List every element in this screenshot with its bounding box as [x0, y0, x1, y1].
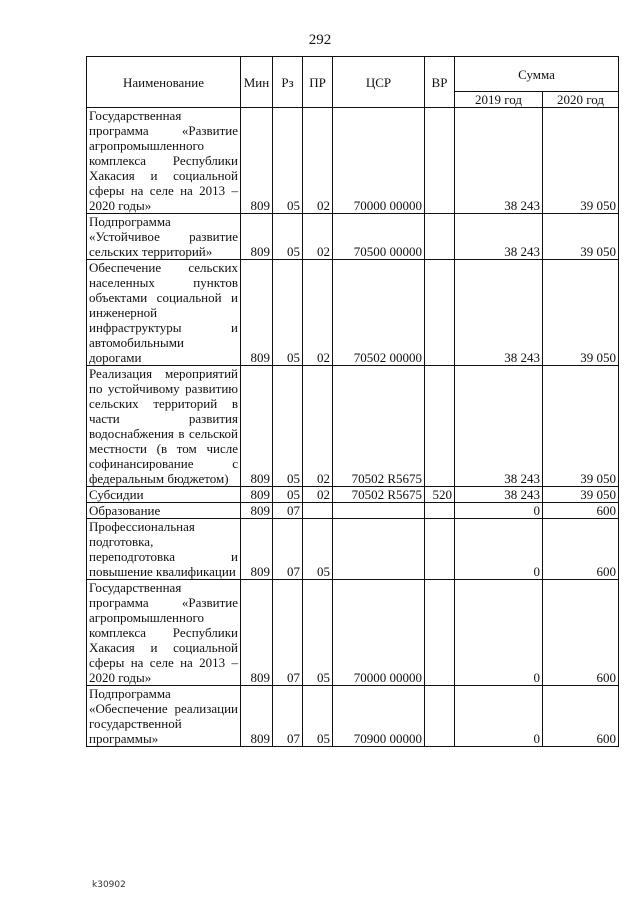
cell-min: 809 [241, 519, 273, 580]
cell-name: Государственная программа «Развитие агропромышленного комплекса Республики Хакасия и социальной сферы на селе на 2013 – 2020 годы» [87, 580, 241, 686]
cell-pr: 02 [303, 366, 333, 487]
cell-2020: 39 050 [543, 487, 619, 503]
table-row [87, 580, 619, 686]
cell-min: 809 [241, 366, 273, 487]
cell-2019: 0 [455, 519, 543, 580]
cell-vr [425, 503, 455, 519]
cell-rz: 07 [273, 580, 303, 686]
cell-vr: 520 [425, 487, 455, 503]
cell-rz: 05 [273, 487, 303, 503]
cell-vr [425, 366, 455, 487]
cell-vr [425, 108, 455, 214]
footer-code: k30902 [92, 880, 126, 890]
cell-rz: 05 [273, 214, 303, 260]
table-row [87, 487, 619, 503]
header-name: Наименование [87, 57, 241, 108]
table-row [87, 108, 619, 214]
table-row [87, 503, 619, 519]
table-row [87, 214, 619, 260]
table-row [87, 366, 619, 487]
cell-min: 809 [241, 214, 273, 260]
cell-csr: 70900 00000 [333, 686, 425, 747]
cell-pr: 05 [303, 519, 333, 580]
cell-min: 809 [241, 260, 273, 366]
header-year-2019: 2019 год [455, 92, 543, 108]
cell-2020: 600 [543, 503, 619, 519]
cell-pr [303, 503, 333, 519]
cell-2019: 0 [455, 686, 543, 747]
cell-pr: 02 [303, 214, 333, 260]
cell-min: 809 [241, 503, 273, 519]
header-rz: Рз [273, 57, 303, 108]
cell-csr [333, 503, 425, 519]
cell-2019: 38 243 [455, 214, 543, 260]
cell-pr: 02 [303, 487, 333, 503]
cell-2020: 600 [543, 519, 619, 580]
cell-csr: 70502 R5675 [333, 366, 425, 487]
cell-2020: 39 050 [543, 214, 619, 260]
cell-vr [425, 214, 455, 260]
cell-name: Субсидии [87, 487, 241, 503]
cell-name: Подпрограмма «Устойчивое развитие сельских территорий» [87, 214, 241, 260]
page-number: 292 [308, 32, 332, 48]
header-year-2020: 2020 год [543, 92, 619, 108]
cell-2019: 0 [455, 503, 543, 519]
cell-vr [425, 519, 455, 580]
cell-name: Образование [87, 503, 241, 519]
table-row [87, 686, 619, 747]
cell-rz: 05 [273, 108, 303, 214]
cell-vr [425, 580, 455, 686]
cell-name: Обеспечение сельских населенных пунктов объектами социальной и инженерной инфраструктуры и автомобильными дорогами [87, 260, 241, 366]
cell-name: Профессиональная подготовка, переподготовка и повышение квалификации [87, 519, 241, 580]
table-row [87, 519, 619, 580]
cell-2020: 39 050 [543, 260, 619, 366]
cell-2020: 39 050 [543, 366, 619, 487]
cell-rz: 05 [273, 260, 303, 366]
cell-csr: 70500 00000 [333, 214, 425, 260]
cell-min: 809 [241, 487, 273, 503]
cell-name: Подпрограмма «Обеспечение реализации государственной программы» [87, 686, 241, 747]
cell-pr: 05 [303, 580, 333, 686]
cell-csr: 70502 00000 [333, 260, 425, 366]
cell-rz: 07 [273, 519, 303, 580]
cell-vr [425, 686, 455, 747]
header-min: Мин [241, 57, 273, 108]
cell-min: 809 [241, 108, 273, 214]
cell-pr: 02 [303, 108, 333, 214]
cell-csr [333, 519, 425, 580]
cell-2020: 600 [543, 686, 619, 747]
cell-csr: 70000 00000 [333, 108, 425, 214]
cell-2019: 38 243 [455, 487, 543, 503]
cell-rz: 07 [273, 686, 303, 747]
cell-2019: 0 [455, 580, 543, 686]
cell-name: Реализация мероприятий по устойчивому развитию сельских территорий в части развития водоснабжения в сельской местности (в том числе софинансирование с федеральным бюджетом) [87, 366, 241, 487]
cell-vr [425, 260, 455, 366]
budget-table [86, 56, 619, 747]
cell-rz: 07 [273, 503, 303, 519]
table-row [87, 260, 619, 366]
cell-csr: 70000 00000 [333, 580, 425, 686]
cell-csr: 70502 R5675 [333, 487, 425, 503]
cell-min: 809 [241, 580, 273, 686]
header-row [87, 57, 619, 92]
cell-2020: 600 [543, 580, 619, 686]
cell-min: 809 [241, 686, 273, 747]
header-csr: ЦСР [333, 57, 425, 108]
cell-2019: 38 243 [455, 260, 543, 366]
table-body [87, 108, 619, 747]
cell-rz: 05 [273, 366, 303, 487]
header-sum: Сумма [455, 57, 619, 92]
header-vr: ВР [425, 57, 455, 108]
cell-pr: 02 [303, 260, 333, 366]
cell-pr: 05 [303, 686, 333, 747]
cell-2019: 38 243 [455, 108, 543, 214]
cell-name: Государственная программа «Развитие агропромышленного комплекса Республики Хакасия и социальной сферы на селе на 2013 – 2020 годы» [87, 108, 241, 214]
cell-2019: 38 243 [455, 366, 543, 487]
header-pr: ПР [303, 57, 333, 108]
cell-2020: 39 050 [543, 108, 619, 214]
